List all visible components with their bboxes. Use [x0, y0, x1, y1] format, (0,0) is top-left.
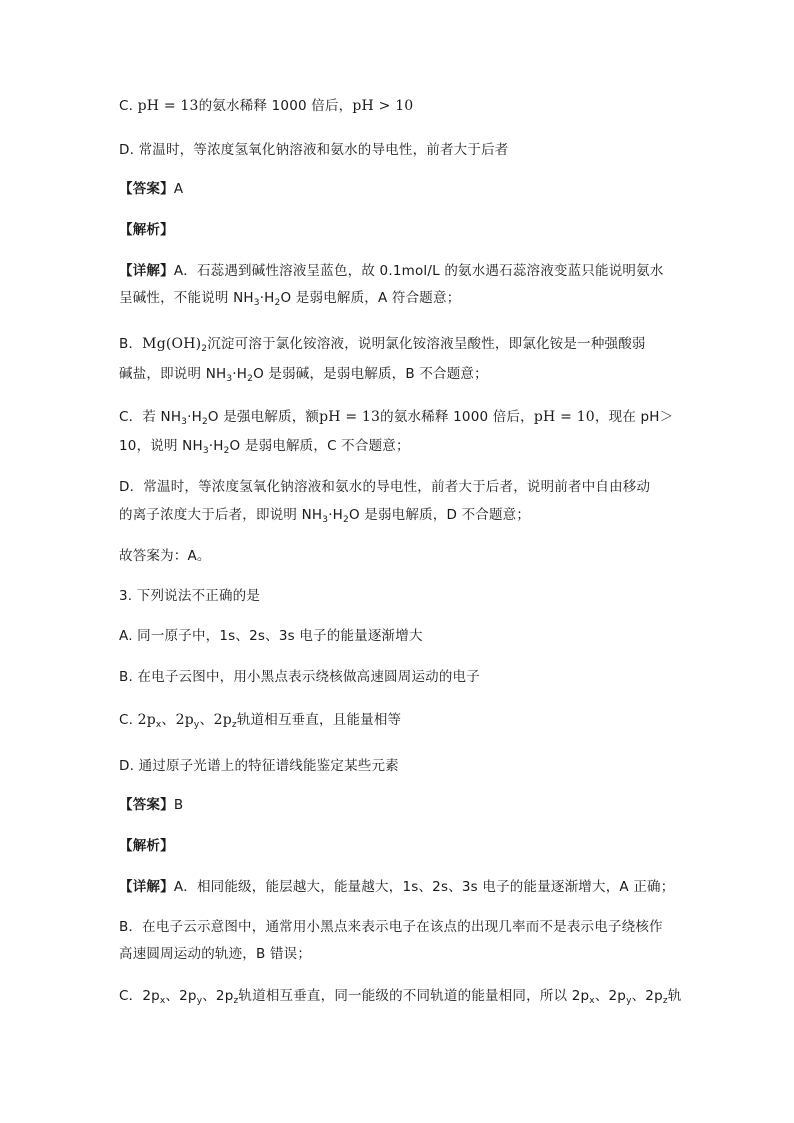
- explanation-line: [119, 262, 664, 280]
- text-span: ·H: [328, 507, 344, 523]
- analysis-heading: [119, 221, 174, 239]
- explanation-line: [119, 437, 410, 455]
- explanation-line: D．常温时，等浓度氢氧化钠溶液和氨水的导电性，前者大于后者，说明前者中自由移动: [119, 479, 651, 495]
- option-d-line: D. 常温时，等浓度氢氧化钠溶液和氨水的导电性，前者大于后者: [119, 142, 509, 158]
- explanation-line: [119, 408, 673, 426]
- option-c-line: [119, 711, 401, 729]
- subscript: z: [233, 996, 239, 1006]
- question-3-title: 3. 下列说法不正确的是: [119, 588, 261, 604]
- text-span: ·H: [259, 290, 275, 306]
- analysis-heading: [119, 837, 174, 855]
- text-span: 的氨水稀释 1000 倍后，: [198, 98, 353, 114]
- explanation-line: [119, 335, 646, 353]
- text-span: ·H: [232, 366, 248, 382]
- math-expression: pH > 10: [352, 98, 414, 114]
- math-expression: pH = 13: [137, 98, 199, 114]
- explanation-line: [119, 506, 530, 524]
- analysis-label: 【解析】: [119, 222, 174, 238]
- text-span: B．: [119, 336, 143, 352]
- math-expression: 、2p: [199, 712, 232, 728]
- answer-label: 【答案】: [119, 181, 174, 197]
- option-label: C.: [119, 98, 138, 114]
- subscript: 2: [274, 298, 281, 308]
- explanation-line: [119, 289, 460, 307]
- option-label: C.: [119, 712, 138, 728]
- text-span: 、2p: [594, 988, 627, 1004]
- text-span: 轨: [667, 988, 682, 1004]
- explanation-line: [119, 365, 488, 383]
- math-expression: pH = 10: [533, 409, 595, 425]
- text-span: O 是强电解质，额: [207, 409, 320, 425]
- subscript: x: [155, 720, 162, 730]
- text-span: 、2p: [202, 988, 234, 1004]
- text-span: C．2p: [119, 988, 160, 1004]
- subscript: x: [159, 996, 166, 1006]
- subscript: x: [589, 996, 595, 1006]
- text-span: O 是弱电解质，A 符合题意；: [280, 290, 461, 306]
- text-span: A．石蕊遇到碱性溶液呈蓝色，故 0.1mol/L 的氨水遇石蕊溶液变蓝只能说明氨水: [173, 263, 664, 279]
- text-span: 、2p: [631, 988, 663, 1004]
- math-expression: 2p: [137, 712, 156, 728]
- subscript: z: [231, 720, 237, 730]
- subscript: 2: [201, 344, 208, 354]
- explanation-line: B．在电子云示意图中，通常用小黑点来表示电子在该点的出现几率而不是表示电子绕核作: [119, 919, 663, 935]
- text-span: O 是弱碱，是弱电解质，B 不合题意；: [253, 366, 488, 382]
- answer-value: A: [173, 181, 184, 197]
- text-span: 、2p: [165, 988, 197, 1004]
- answer-value: B: [173, 797, 184, 813]
- subscript: 2: [201, 417, 208, 427]
- explanation-line: 高速圆周运动的轨迹，B 错误；: [119, 946, 312, 962]
- text-span: O 是弱电解质，D 不合题意；: [348, 507, 531, 523]
- math-expression: 、2p: [161, 712, 194, 728]
- subscript: y: [626, 996, 632, 1006]
- text-span: 轨道相互垂直，且能量相等: [236, 712, 402, 728]
- option-d-line: D. 通过原子光谱上的特征谱线能鉴定某些元素: [119, 758, 399, 774]
- text-span: ，现在 pH＞: [594, 409, 674, 425]
- subscript: 2: [223, 446, 230, 456]
- option-a-line: A. 同一原子中，1s、2s、3s 电子的能量逐渐增大: [119, 628, 423, 644]
- answer-line: [119, 796, 183, 814]
- subscript: 2: [343, 515, 349, 525]
- subscript: y: [193, 720, 200, 730]
- text-span: 的离子浓度大于后者，即说明 NH: [119, 507, 323, 523]
- conclusion-line: 故答案为：A。: [119, 548, 211, 564]
- text-span: 沉淀可溶于氯化铵溶液，说明氯化铵溶液呈酸性，即氯化铵是一种强酸弱: [207, 336, 646, 352]
- subscript: 3: [181, 417, 188, 427]
- text-span: C．若 NH: [119, 409, 182, 425]
- option-b-line: B. 在电子云图中，用小黑点表示绕核做高速圆周运动的电子: [119, 669, 480, 685]
- explanation-line: [119, 878, 674, 896]
- subscript: 2: [247, 374, 254, 384]
- text-span: 碱盐，即说明 NH: [119, 366, 227, 382]
- text-span: O 是弱电解质，C 不合题意；: [229, 438, 410, 454]
- detail-label: 【详解】: [119, 263, 174, 279]
- subscript: y: [196, 996, 203, 1006]
- subscript: 3: [253, 298, 260, 308]
- detail-label: 【详解】: [119, 879, 174, 895]
- subscript: z: [662, 996, 668, 1006]
- option-c-line: [119, 97, 413, 115]
- subscript: 3: [322, 515, 329, 525]
- analysis-label: 【解析】: [119, 838, 174, 854]
- text-span: ·H: [187, 409, 202, 425]
- text-span: 10，说明 NH: [119, 438, 203, 454]
- text-span: ·H: [208, 438, 224, 454]
- text-span: A．相同能级，能层越大，能量越大，1s、2s、3s 电子的能量逐渐增大，A 正确；: [173, 879, 675, 895]
- text-span: 呈碱性，不能说明 NH: [119, 290, 254, 306]
- subscript: 3: [226, 374, 233, 384]
- answer-label: 【答案】: [119, 797, 174, 813]
- subscript: 3: [202, 446, 209, 456]
- text-span: 轨道相互垂直，同一能级的不同轨道的能量相同，所以 2p: [238, 988, 590, 1004]
- text-span: 的氨水稀释 1000 倍后，: [380, 409, 534, 425]
- math-expression: Mg(OH): [142, 336, 202, 352]
- answer-line: [119, 180, 183, 198]
- explanation-line: [119, 987, 682, 1005]
- math-expression: pH = 13: [319, 409, 381, 425]
